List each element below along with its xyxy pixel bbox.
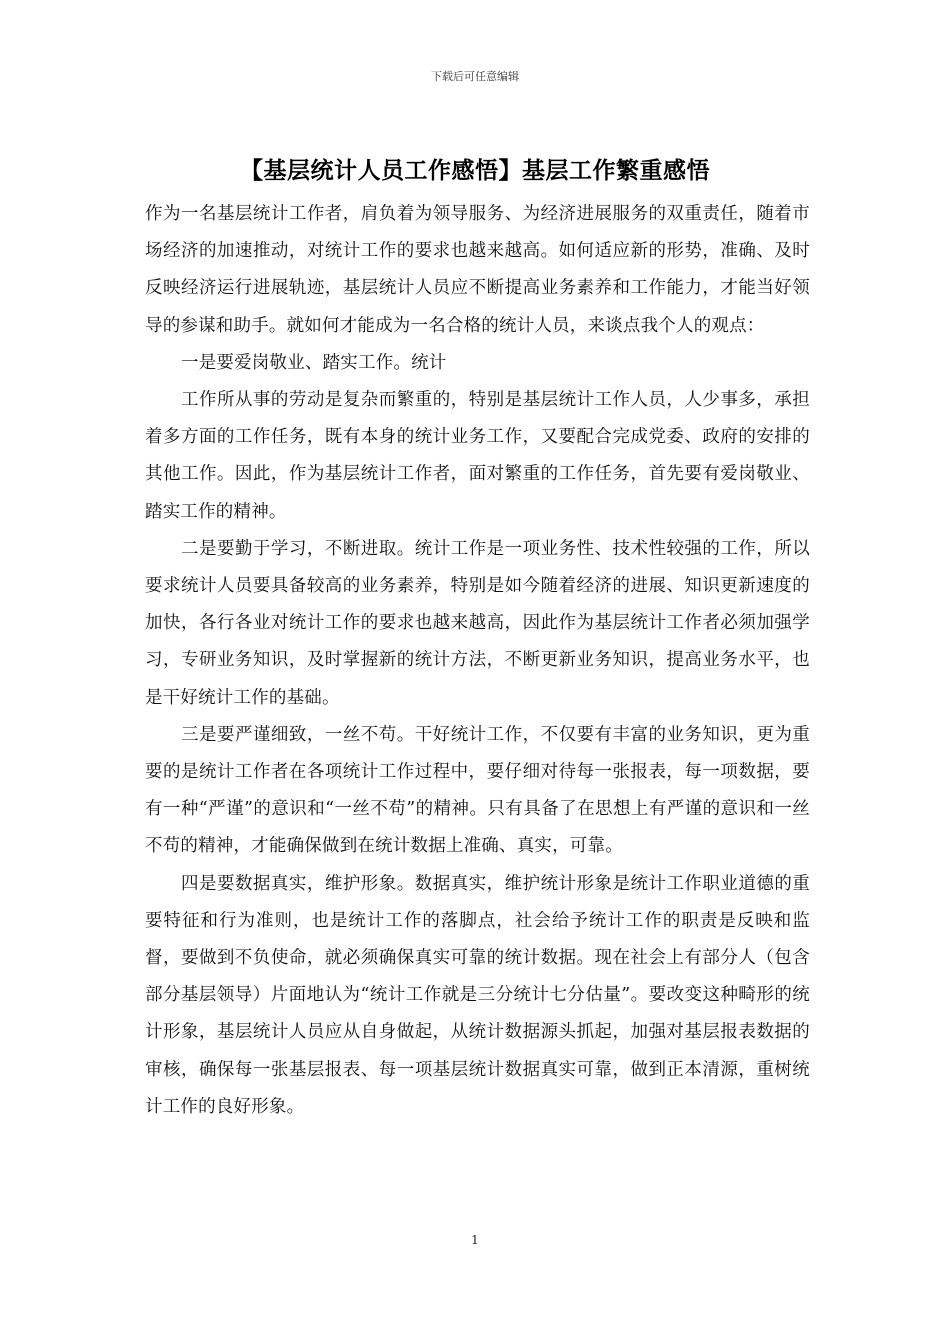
paragraph-intro: 作为一名基层统计工作者，肩负着为领导服务、为经济进展服务的双重责任，随着市场经济的加速推动，对统计工作的要求也越来越高。如何适应新的形势，准确、及时反映经济运行进展轨迹，基层统计人员应不断提高业务素养和工作能力，才能当好领导的参谋和助手。就如何才能成为一名合格的统计人员，来谈点我个人的观点： [145,204,810,336]
paragraph-point-two: 二是要勤于学习，不断进取。统计工作是一项业务性、技术性较强的工作，所以要求统计人员要具备较高的业务素养，特别是如今随着经济的进展、知识更新速度的加快，各行各业对统计工作的要求也越来越高，因此作为基层统计工作者必须加强学习，专研业务知识，及时掌握新的统计方法，不断更新业务知识，提高业务水平，也是干好统计工作的基础。 [145,538,810,708]
paragraph-point-one-heading: 一是要爱岗敬业、踏实工作。统计 [181,352,447,373]
page-number: 1 [471,1233,479,1247]
paragraph-point-one-body: 工作所从事的劳动是复杂而繁重的，特别是基层统计工作人员，人少事多，承担着多方面的工作任务，既有本身的统计业务工作，又要配合完成党委、政府的安排的其他工作。因此，作为基层统计工作者，面对繁重的工作任务，首先要有爱岗敬业、踏实工作的精神。 [145,390,810,522]
paragraph-point-three: 三是要严谨细致，一丝不苟。干好统计工作，不仅要有丰富的业务知识，更为重要的是统计工作者在各项统计工作过程中，要仔细对待每一张报表，每一项数据，要有一种“严谨”的意识和“一丝不苟”的精神。只有具备了在思想上有严谨的意识和一丝不苟的精神，才能确保做到在统计数据上准确、真实，可靠。 [145,724,810,857]
document-body [145,196,810,1126]
document-title: 【基层统计人员工作感悟】基层工作繁重感悟 [240,158,710,184]
paragraph-point-four: 四是要数据真实，维护形象。数据真实，维护统计形象是统计工作职业道德的重要特征和行为准则，也是统计工作的落脚点，社会给予统计工作的职责是反映和监督，要做到不负使命，就必须确保真实可靠的统计数据。现在社会上有部分人（包含部分基层领导）片面地认为“统计工作就是三分统计七分估量”。要改变这种畸形的统计形象，基层统计人员应从自身做起，从统计数据源头抓起，加强对基层报表数据的审核，确保每一张基层报表、每一项基层统计数据真实可靠，做到正本清源，重树统计工作的良好形象。 [145,873,810,1117]
header-note: 下载后可任意编辑 [431,70,519,83]
